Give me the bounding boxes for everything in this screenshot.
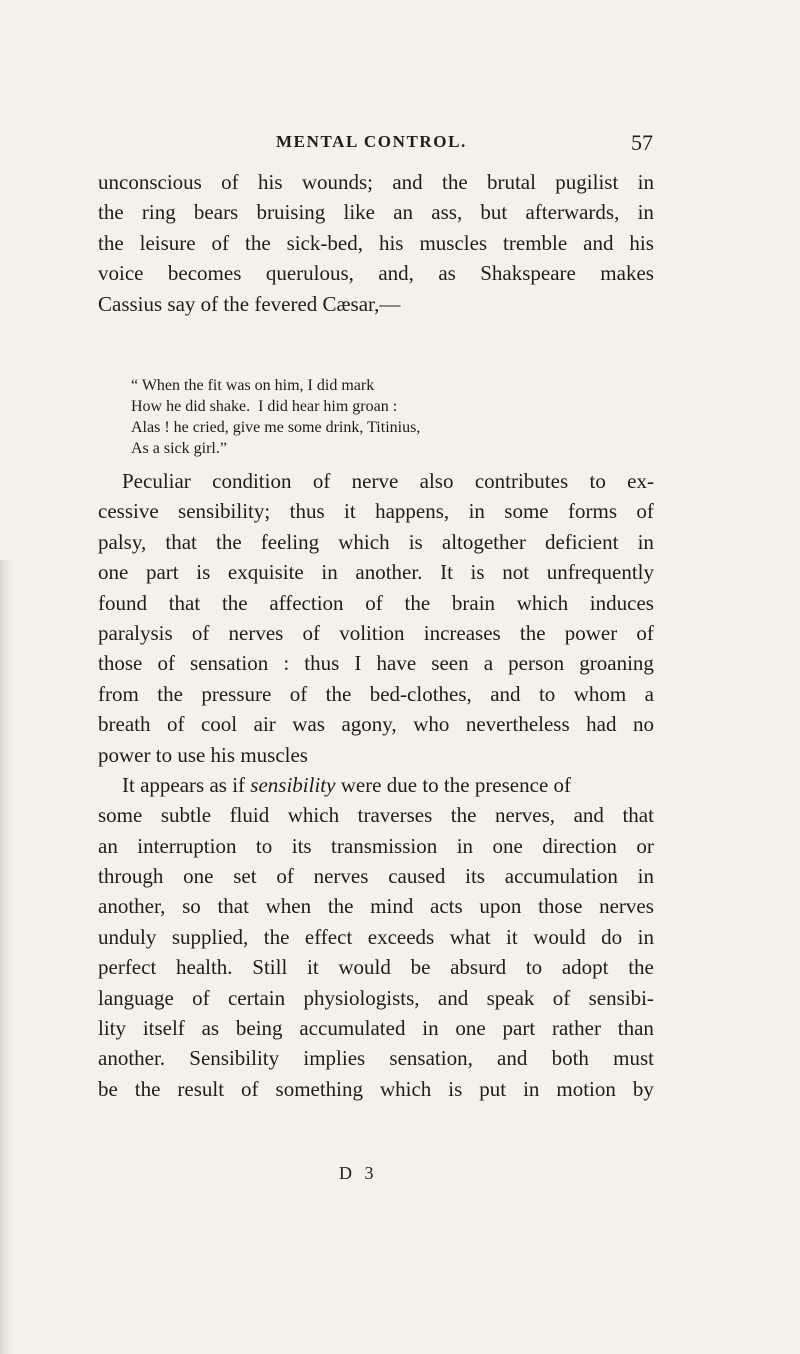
page-header (0, 132, 800, 162)
text-line (98, 891, 654, 921)
word: one (98, 560, 129, 585)
word: induces (589, 590, 654, 615)
word: sick-bed, (286, 230, 364, 255)
word: forms (568, 499, 618, 524)
word: makes (600, 261, 654, 286)
word: of (276, 864, 294, 889)
word: certain (227, 985, 286, 1010)
word: ring (141, 200, 176, 225)
text-line (98, 466, 654, 496)
word: his (629, 230, 654, 255)
word: another. (98, 1046, 166, 1071)
word: interruption (137, 833, 237, 858)
text-line (98, 527, 654, 557)
word: cool (200, 712, 238, 737)
text-line (98, 1013, 654, 1043)
word: palsy, (98, 529, 147, 554)
quote-line: Alas ! he cried, give me some drink, Titinius, (131, 419, 421, 436)
text-line (98, 167, 654, 197)
word: through (98, 864, 164, 889)
word: of (636, 620, 654, 645)
verse-quotation (131, 375, 591, 459)
word: of (241, 1076, 259, 1101)
word: its (465, 864, 485, 889)
word: wounds; (301, 170, 374, 194)
word: brutal (486, 170, 536, 194)
word: of (636, 499, 654, 524)
word: unduly (98, 924, 157, 949)
word: sensibility; (178, 499, 271, 524)
word: in (456, 833, 474, 858)
word: which (516, 590, 569, 615)
word: mind (370, 894, 414, 919)
word: rather (551, 1016, 601, 1041)
word: nerves (313, 864, 369, 889)
word: in (468, 499, 485, 524)
word: sensation, (389, 1046, 473, 1071)
word: who (413, 712, 450, 737)
word: brain (451, 590, 496, 615)
quote-line: “ When the fit was on him, I did mark (131, 377, 375, 394)
word: part (502, 1016, 536, 1041)
word: agony, (341, 712, 397, 737)
word: sensibi- (588, 985, 654, 1010)
word: it (506, 924, 518, 949)
text-line (98, 952, 654, 982)
word: an (98, 833, 118, 858)
word: that (622, 803, 654, 828)
word: that (217, 894, 249, 919)
text-line-with-italic (98, 770, 654, 800)
word: language (98, 985, 174, 1010)
word: in (637, 200, 654, 225)
word: the (325, 681, 352, 706)
word: pugilist (555, 170, 619, 194)
word: the (221, 590, 248, 615)
word: I (354, 651, 362, 676)
text-line (98, 618, 654, 648)
text-line (98, 258, 654, 288)
word: that (165, 529, 197, 554)
word: one (183, 864, 214, 889)
word: It (440, 560, 453, 585)
word: and (437, 985, 469, 1010)
word: and (583, 230, 614, 255)
word: of (552, 985, 571, 1010)
word: by (632, 1076, 654, 1101)
word: what (449, 924, 491, 949)
word: some (504, 499, 549, 524)
word: of (166, 712, 185, 737)
word: supplied, (171, 924, 249, 949)
word: whom (573, 681, 627, 706)
text-span: It appears as if (122, 772, 251, 797)
word: do (601, 924, 623, 949)
word: of (157, 651, 175, 676)
word: nevertheless (465, 712, 570, 737)
word: another. (355, 560, 423, 585)
word: which (379, 1076, 432, 1101)
word: the (216, 529, 242, 554)
word: feeling (260, 529, 320, 554)
word: its (291, 833, 312, 858)
word: upon (479, 894, 522, 919)
word: of (302, 620, 321, 645)
italic-word: sensibility (250, 772, 336, 797)
word: also (419, 469, 454, 493)
word: adopt (561, 955, 609, 980)
word: being (235, 1016, 283, 1041)
text-line (98, 800, 654, 830)
word: as (438, 261, 456, 286)
word: no (632, 712, 654, 737)
word: be (410, 955, 431, 980)
word: to (538, 681, 556, 706)
word: is (196, 560, 211, 585)
word: happens, (375, 499, 450, 524)
word: one (492, 833, 523, 858)
paragraph-1 (98, 167, 654, 319)
text-line (98, 709, 654, 739)
word: speak (486, 985, 535, 1010)
word: exceeds (367, 924, 435, 949)
word: that (168, 590, 201, 615)
text-line (98, 557, 654, 587)
text-line (98, 197, 654, 227)
word: breath (98, 712, 151, 737)
text-line (98, 679, 654, 709)
text-line (98, 1043, 654, 1073)
word: becomes (167, 261, 242, 286)
word: pressure (201, 681, 272, 706)
text-line (98, 922, 654, 952)
word: traverses (357, 803, 433, 828)
word: from (98, 681, 139, 706)
word: or (636, 833, 654, 858)
word: deficient (544, 529, 619, 554)
word: ex- (627, 469, 654, 493)
word: and (573, 803, 604, 828)
word: put (479, 1076, 507, 1101)
word: as (201, 1016, 220, 1041)
word: of (191, 620, 210, 645)
word: voice (98, 261, 144, 286)
word: the (98, 230, 124, 255)
word: and (392, 170, 423, 194)
word: both (551, 1046, 589, 1071)
word: to (255, 833, 273, 858)
word: the (327, 894, 354, 919)
text-line (98, 861, 654, 891)
word: of (365, 590, 383, 615)
word: part (145, 560, 179, 585)
text-span: were due to the presence of (335, 772, 572, 797)
word: had (586, 712, 617, 737)
word: : (283, 651, 290, 676)
word: another, (98, 894, 166, 919)
word: an (393, 200, 414, 225)
word: one (455, 1016, 486, 1041)
word: affection (269, 590, 344, 615)
word: is (470, 560, 485, 585)
word: absurd (450, 955, 507, 980)
word: exquisite (227, 560, 304, 585)
text-line (98, 588, 654, 618)
word: perfect (98, 955, 157, 980)
word: nerves (599, 894, 654, 919)
word: implies (303, 1046, 366, 1071)
word: the (134, 1076, 161, 1101)
word: nerve (351, 469, 399, 493)
word: groaning (579, 651, 654, 676)
word: querulous, (265, 261, 354, 286)
paragraph-2-and-3 (98, 466, 654, 1104)
word: Still (252, 955, 288, 980)
word: the (450, 803, 477, 828)
word: which (287, 803, 340, 828)
word: in (637, 529, 654, 554)
word: physiologists, (303, 985, 420, 1010)
word: a (483, 651, 494, 676)
word: of (221, 170, 239, 194)
text-line (98, 228, 654, 258)
word: but (480, 200, 508, 225)
word: the (263, 924, 290, 949)
word: the (442, 170, 468, 194)
word: air (253, 712, 276, 737)
word: to (589, 469, 606, 493)
word: acts (430, 894, 463, 919)
word: a (644, 681, 654, 706)
text-line (98, 1074, 654, 1104)
word: when (265, 894, 312, 919)
word: motion (556, 1076, 616, 1101)
text-line: Cassius say of the fevered Cæsar,— (98, 291, 401, 316)
word: health. (176, 955, 233, 980)
word: afterwards, (525, 200, 620, 225)
word: set (233, 864, 257, 889)
word: something (275, 1076, 364, 1101)
word: so (182, 894, 201, 919)
word: direction (542, 833, 617, 858)
word: like (343, 200, 376, 225)
word: seen (431, 651, 469, 676)
word: to (525, 955, 543, 980)
signature-mark: D 3 (339, 1163, 378, 1183)
text-line: power to use his muscles (98, 742, 308, 767)
word: lity (98, 1016, 127, 1041)
word: contributes (474, 469, 569, 493)
quote-line: How he did shake. I did hear him groan : (131, 398, 398, 415)
word: effect (304, 924, 353, 949)
word: bed-clothes, (369, 681, 472, 706)
word: the (98, 200, 124, 225)
word: caused (388, 864, 446, 889)
word: the (628, 955, 654, 980)
word: result (177, 1076, 225, 1101)
running-head: MENTAL CONTROL. (276, 132, 467, 151)
word: power (564, 620, 618, 645)
word: it (344, 499, 356, 524)
word: was (292, 712, 325, 737)
word: in (321, 560, 338, 585)
word: paralysis (98, 620, 173, 645)
word: be (98, 1076, 118, 1101)
word: the (157, 681, 183, 706)
word: must (613, 1046, 654, 1071)
word: of (192, 985, 210, 1010)
word: in (523, 1076, 540, 1101)
word: fluid (229, 803, 270, 828)
word: cessive (98, 499, 159, 524)
word: is (408, 529, 423, 554)
word: subtle (160, 803, 212, 828)
word: increases (423, 620, 501, 645)
word: would (533, 924, 586, 949)
word: is (448, 1076, 463, 1101)
page-edge-shadow (0, 560, 14, 1354)
word: Peculiar (122, 469, 191, 493)
word: found (98, 590, 147, 615)
word: thus (304, 651, 340, 676)
word: ass, (431, 200, 463, 225)
quote-line: As a sick girl.” (131, 440, 227, 457)
word: tremble (503, 230, 568, 255)
word: it (307, 955, 319, 980)
word: and, (378, 261, 414, 286)
word: his (257, 170, 283, 194)
word: of (211, 230, 230, 255)
word: which (338, 529, 390, 554)
word: those (538, 894, 583, 919)
word: his (378, 230, 404, 255)
word: than (617, 1016, 654, 1041)
word: Sensibility (189, 1046, 280, 1071)
word: bruising (256, 200, 326, 225)
word: condition (212, 469, 292, 493)
word: and (497, 1046, 528, 1071)
word: transmission (331, 833, 438, 858)
word: some (98, 803, 143, 828)
word: leisure (139, 230, 196, 255)
word: bears (193, 200, 239, 225)
word: in (637, 170, 654, 194)
word: Shakspeare (480, 261, 576, 286)
word: unconscious (98, 170, 202, 194)
word: altogether (441, 529, 526, 554)
word: would (338, 955, 391, 980)
word: of (289, 681, 308, 706)
word: nerves, (494, 803, 556, 828)
word: have (376, 651, 417, 676)
word: unfrequently (546, 560, 654, 585)
word: muscles (419, 230, 488, 255)
text-line (98, 831, 654, 861)
word: in (637, 924, 654, 949)
word: accumulation (504, 864, 618, 889)
word: not (502, 560, 530, 585)
word: and (490, 681, 521, 706)
text-line (98, 496, 654, 526)
word: itself (142, 1016, 185, 1041)
word: the (245, 230, 271, 255)
word: of (312, 469, 331, 493)
word: thus (289, 499, 325, 524)
word: accumulated (299, 1016, 406, 1041)
word: sensation (190, 651, 269, 676)
word: in (637, 864, 654, 889)
word: person (508, 651, 565, 676)
word: the (404, 590, 431, 615)
page-number: 57 (631, 130, 653, 155)
text-line (98, 983, 654, 1013)
word: volition (339, 620, 405, 645)
word: nerves (228, 620, 284, 645)
word: the (519, 620, 546, 645)
text-line (98, 648, 654, 678)
word: those (98, 651, 143, 676)
word: in (422, 1016, 439, 1041)
